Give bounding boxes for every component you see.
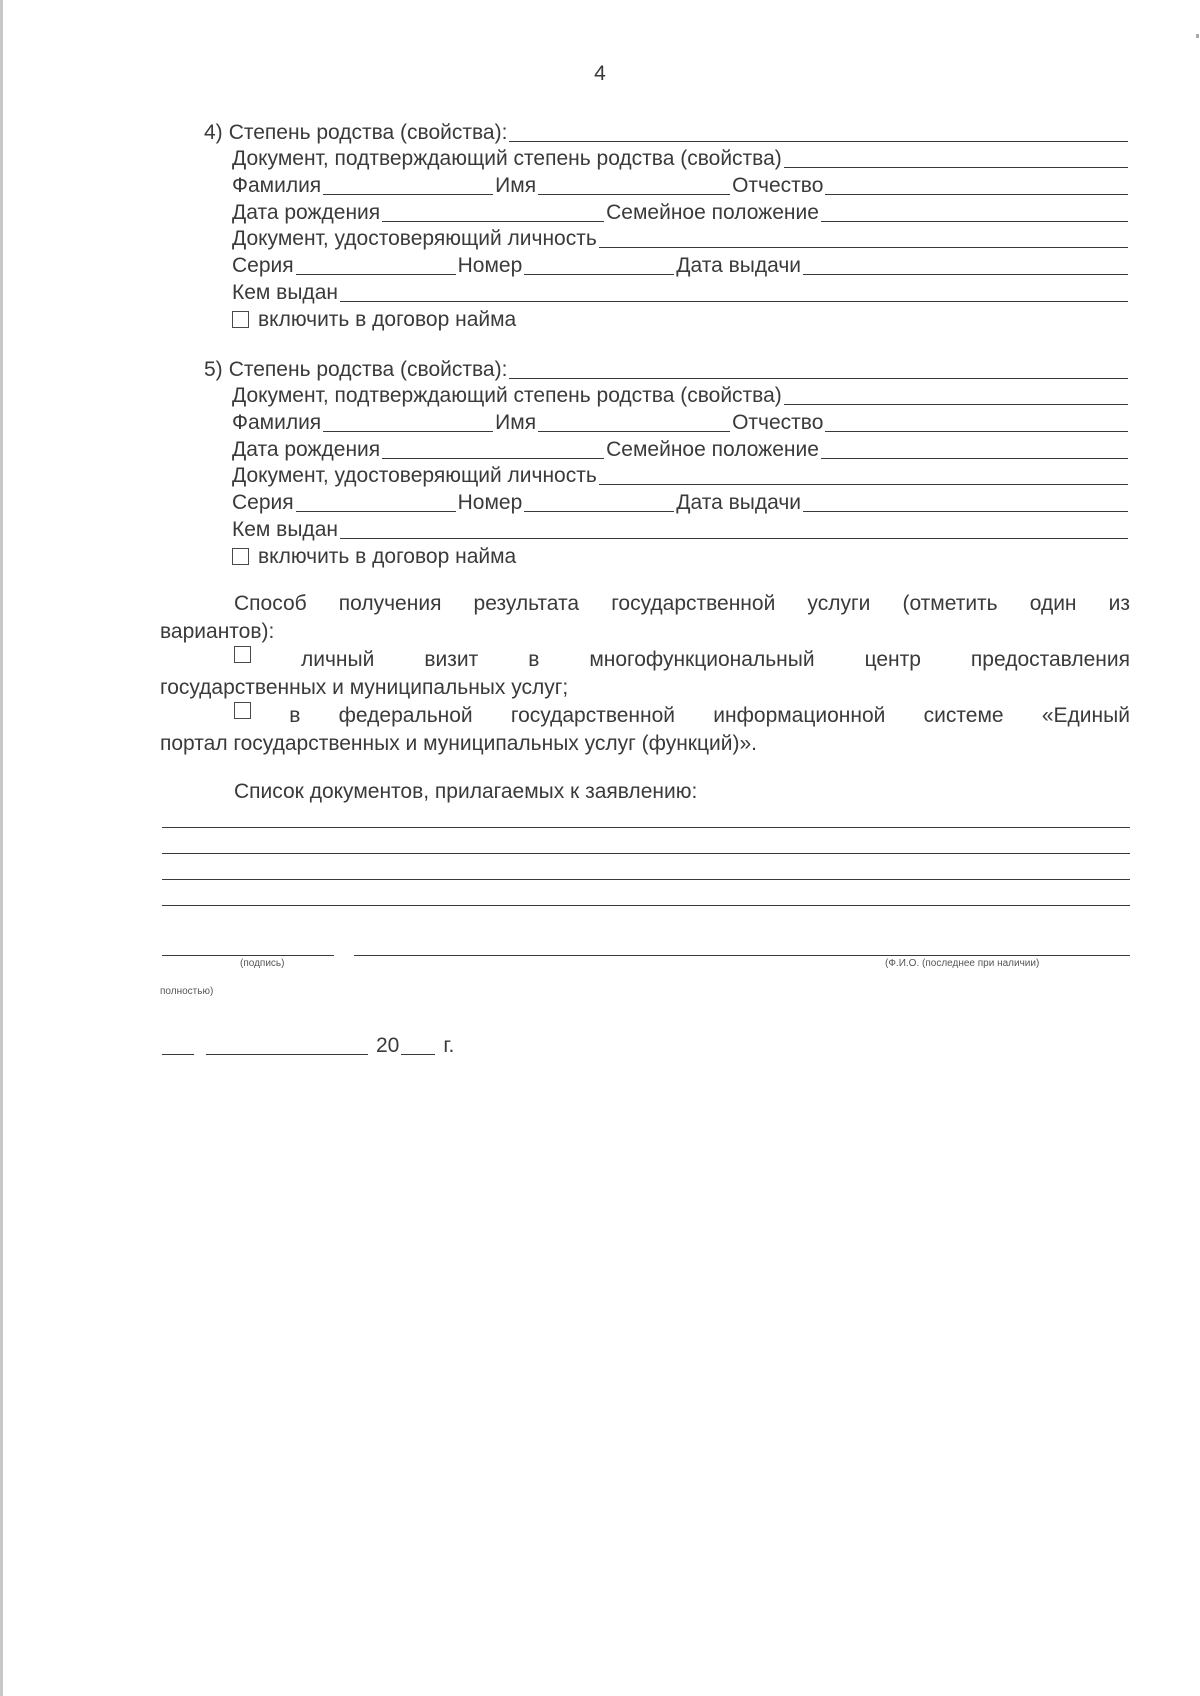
option-mfc-word: многофункциональный [589,648,815,671]
patronymic-label: Отчество [732,411,824,435]
documents-list-line[interactable] [162,905,1130,906]
passport-row [204,251,1130,278]
option-mfc-line2: государственных и муниципальных услуг; [160,676,569,699]
number-field[interactable] [524,493,674,512]
birth-marital-row [204,435,1130,462]
series-field[interactable] [296,256,456,275]
include-row [204,305,1130,332]
issued-by-field[interactable] [340,283,1128,302]
marital-status-label: Семейное положение [606,200,819,224]
year-suffix: г. [443,1034,455,1057]
fio-caption: (Ф.И.О. (последнее при наличии) [885,958,1040,969]
name-label: Имя [495,411,537,435]
series-label: Серия [232,254,294,278]
number-field[interactable] [524,256,674,275]
date-row [162,1034,454,1058]
issue-date-field[interactable] [803,493,1128,512]
series-field[interactable] [296,493,456,512]
option-portal-line1 [160,702,1130,730]
birth-marital-row [204,198,1130,225]
id-doc-label: Документ, удостоверяющий личность [232,464,597,488]
kinship-field[interactable] [509,360,1128,379]
fio-caption-continued: полностью) [160,986,214,997]
signature-caption: (подпись) [240,958,285,969]
kinship-doc-field[interactable] [784,149,1128,168]
page-number: 4 [594,62,606,85]
page-left-edge [0,0,3,1696]
person-number: 5) [204,357,223,381]
series-label: Серия [232,491,294,515]
id-doc-label: Документ, удостоверяющий личность [232,227,597,251]
day-field[interactable] [162,1036,194,1055]
issued-by-row [204,278,1130,305]
name-field[interactable] [538,413,730,432]
kinship-doc-field[interactable] [784,386,1128,405]
issued-by-field[interactable] [340,520,1128,539]
signature-line[interactable] [162,955,334,956]
issue-date-label: Дата выдачи [676,491,802,515]
option-portal-word: государственной [510,704,676,727]
option-portal-checkbox[interactable] [234,702,251,719]
include-checkbox[interactable] [232,548,249,565]
month-field[interactable] [206,1036,368,1055]
include-label: включить в договор найма [258,307,517,331]
full-name-row [204,171,1130,198]
birth-date-label: Дата рождения [232,200,381,224]
full-name-row [204,408,1130,435]
option-portal-word: информационной [713,704,886,727]
kinship-doc-row [204,382,1130,409]
option-mfc-word: в [528,648,540,671]
kinship-label: Степень родства (свойства): [228,357,508,381]
id-doc-field[interactable] [599,466,1128,485]
scan-artifact [1196,34,1199,38]
kinship-label: Степень родства (свойства): [228,120,508,144]
documents-list-line[interactable] [162,879,1130,880]
documents-list-title: Список документов, прилагаемых к заявлению: [234,780,698,803]
marital-status-field[interactable] [821,203,1128,222]
issued-by-label: Кем выдан [232,517,338,541]
option-portal-word: системе [923,704,1004,727]
option-mfc [160,646,1130,702]
option-mfc-line1 [160,646,1130,674]
id-doc-row [204,462,1130,489]
option-mfc-word: личный [300,648,375,671]
option-portal-word: федеральной [338,704,473,727]
documents-list-line[interactable] [162,827,1130,828]
issue-date-field[interactable] [803,256,1128,275]
option-portal-line2: портал государственных и муниципальных услуг (функций)». [160,732,757,755]
marital-status-label: Семейное положение [606,437,819,461]
kinship-doc-row [204,145,1130,172]
include-checkbox[interactable] [232,311,249,328]
result-method-intro-line1: Способ получения результата государственной услуги (отметить один из [234,592,1130,615]
issue-date-label: Дата выдачи [676,254,802,278]
option-mfc-word: предоставления [970,648,1130,671]
surname-label: Фамилия [232,174,322,198]
patronymic-field[interactable] [825,413,1128,432]
id-doc-field[interactable] [599,229,1128,248]
passport-row [204,488,1130,515]
kinship-doc-label: Документ, подтверждающий степень родства (свойства) [232,147,782,171]
option-mfc-word: центр [864,648,921,671]
kinship-field[interactable] [509,123,1128,142]
person-block-5 [204,355,1130,569]
year-prefix: 20 [376,1034,400,1057]
name-label: Имя [495,174,537,198]
include-label: включить в договор найма [258,544,517,568]
kinship-row [204,355,1130,382]
option-mfc-checkbox[interactable] [234,646,251,663]
result-method-intro-line2: вариантов): [160,620,275,643]
issued-by-label: Кем выдан [232,280,338,304]
number-label: Номер [457,254,523,278]
person-block-4 [204,118,1130,332]
option-portal [160,702,1130,758]
issued-by-row [204,515,1130,542]
kinship-doc-label: Документ, подтверждающий степень родства (свойства) [232,384,782,408]
documents-list-line[interactable] [162,853,1130,854]
person-number: 4) [204,120,223,144]
birth-date-field[interactable] [382,203,604,222]
birth-date-field[interactable] [382,440,604,459]
number-label: Номер [457,491,523,515]
name-field[interactable] [538,176,730,195]
option-portal-word: в [289,704,301,727]
include-row [204,542,1130,569]
id-doc-row [204,225,1130,252]
marital-status-field[interactable] [821,440,1128,459]
surname-field[interactable] [323,176,493,195]
kinship-row [204,118,1130,145]
surname-field[interactable] [323,413,493,432]
result-method-intro [160,590,1130,646]
birth-date-label: Дата рождения [232,437,381,461]
patronymic-field[interactable] [825,176,1128,195]
patronymic-label: Отчество [732,174,824,198]
fio-line[interactable] [354,955,1130,956]
surname-label: Фамилия [232,411,322,435]
year-field[interactable] [401,1036,435,1055]
option-mfc-word: визит [424,648,479,671]
option-portal-word: «Единый [1041,704,1130,727]
